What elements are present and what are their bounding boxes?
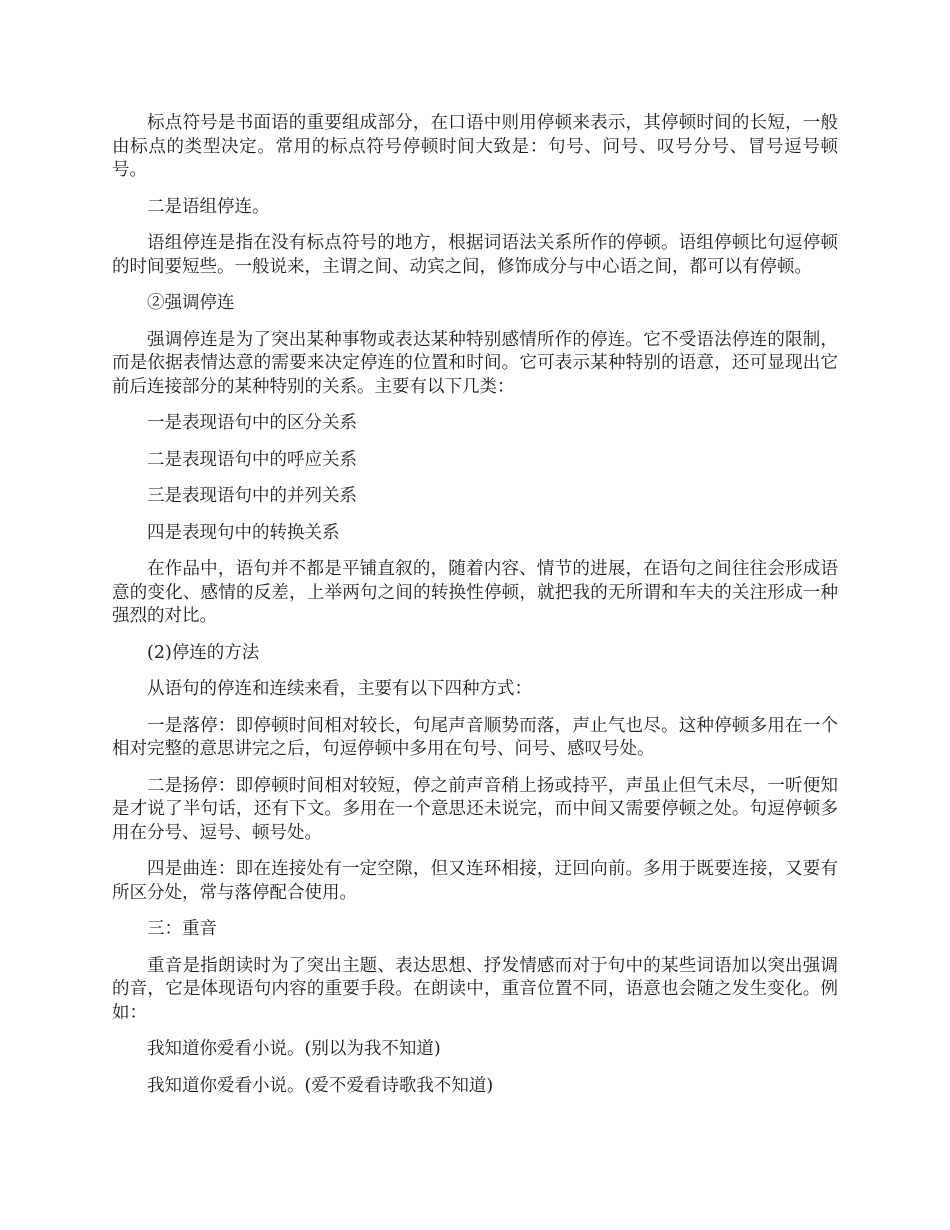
example-sentence-2: 我知道你爱看小说。(爱不爱看诗歌我不知道) bbox=[147, 1075, 494, 1096]
paragraph-four-methods-intro: 从语句的停连和连续来看，主要有以下四种方式： bbox=[147, 679, 532, 699]
paragraph-curved-link: 四是曲连：即在连接处有一定空隙，但又连环相接，迂回向前。多用于既要连接，又要有所区分处，常与落停配合使用。 bbox=[112, 859, 838, 903]
paragraph-stress-definition: 重音是指朗读时为了突出主题、表达思想、抒发情感而对于句中的某些词语加以突出强调的音，它是体现语句内容的重要手段。在朗读中，重音位置不同，语意也会随之发生变化。例如： bbox=[112, 955, 838, 1023]
list-item-transition: 四是表现句中的转换关系 bbox=[147, 522, 340, 543]
paragraph-emphasis-pause-definition: 强调停连是为了突出某种事物或表达某种特别感情所作的停连。它不受语法停连的限制，而是依据表情达意的需要来决定停连的位置和时间。它可表示某种特别的语意，还可显现出它前后连接部分的某种特别的关系。主要有以下几类： bbox=[112, 329, 838, 397]
paragraph-example-contrast: 在作品中，语句并不都是平铺直叙的，随着内容、情节的进展，在语句之间往往会形成语意的变化、感情的反差，上举两句之间的转换性停顿，就把我的无所谓和车夫的关注形成一种强烈的对比。 bbox=[112, 559, 838, 626]
paragraph-punctuation-pauses: 标点符号是书面语的重要组成部分，在口语中则用停顿来表示，其停顿时间的长短，一般由标点的类型决定。常用的标点符号停顿时间大致是：句号、问号、叹号分号、冒号逗号顿号。 bbox=[112, 113, 838, 180]
paragraph-phrase-pause-definition: 语组停连是指在没有标点符号的地方，根据词语法关系所作的停顿。语组停顿比句逗停顿的时间要短些。一般说来，主谓之间、动宾之间，修饰成分与中心语之间，都可以有停顿。 bbox=[112, 233, 838, 277]
list-item-distinction: 一是表现语句中的区分关系 bbox=[147, 413, 357, 433]
paragraph-rising-pause: 二是扬停：即停顿时间相对较短，停之前声音稍上扬或持平，声虽止但气未尽，一听便知是才说了半句话，还有下文。多用在一个意思还未说完，而中间又需要停顿之处。句逗停顿多用在分号、逗号、顿号处。 bbox=[112, 775, 838, 843]
paragraph-phrase-pause-heading: 二是语组停连。 bbox=[147, 196, 270, 217]
list-item-echo: 二是表现语句中的呼应关系 bbox=[147, 449, 357, 470]
paragraph-falling-pause: 一是落停：即停顿时间相对较长，句尾声音顺势而落，声止气也尽。这种停顿多用在一个相对完整的意思讲完之后，句逗停顿中多用在句号、问号、感叹号处。 bbox=[112, 715, 838, 759]
list-item-parallel: 三是表现语句中的并列关系 bbox=[147, 486, 357, 506]
example-sentence-1: 我知道你爱看小说。(别以为我不知道) bbox=[147, 1039, 441, 1059]
section-heading-emphasis-pause: ②强调停连 bbox=[147, 293, 235, 313]
document-page bbox=[112, 112, 838, 1111]
section-heading-stress: 三：重音 bbox=[147, 919, 217, 939]
section-heading-pause-methods: (2)停连的方法 bbox=[147, 642, 260, 663]
